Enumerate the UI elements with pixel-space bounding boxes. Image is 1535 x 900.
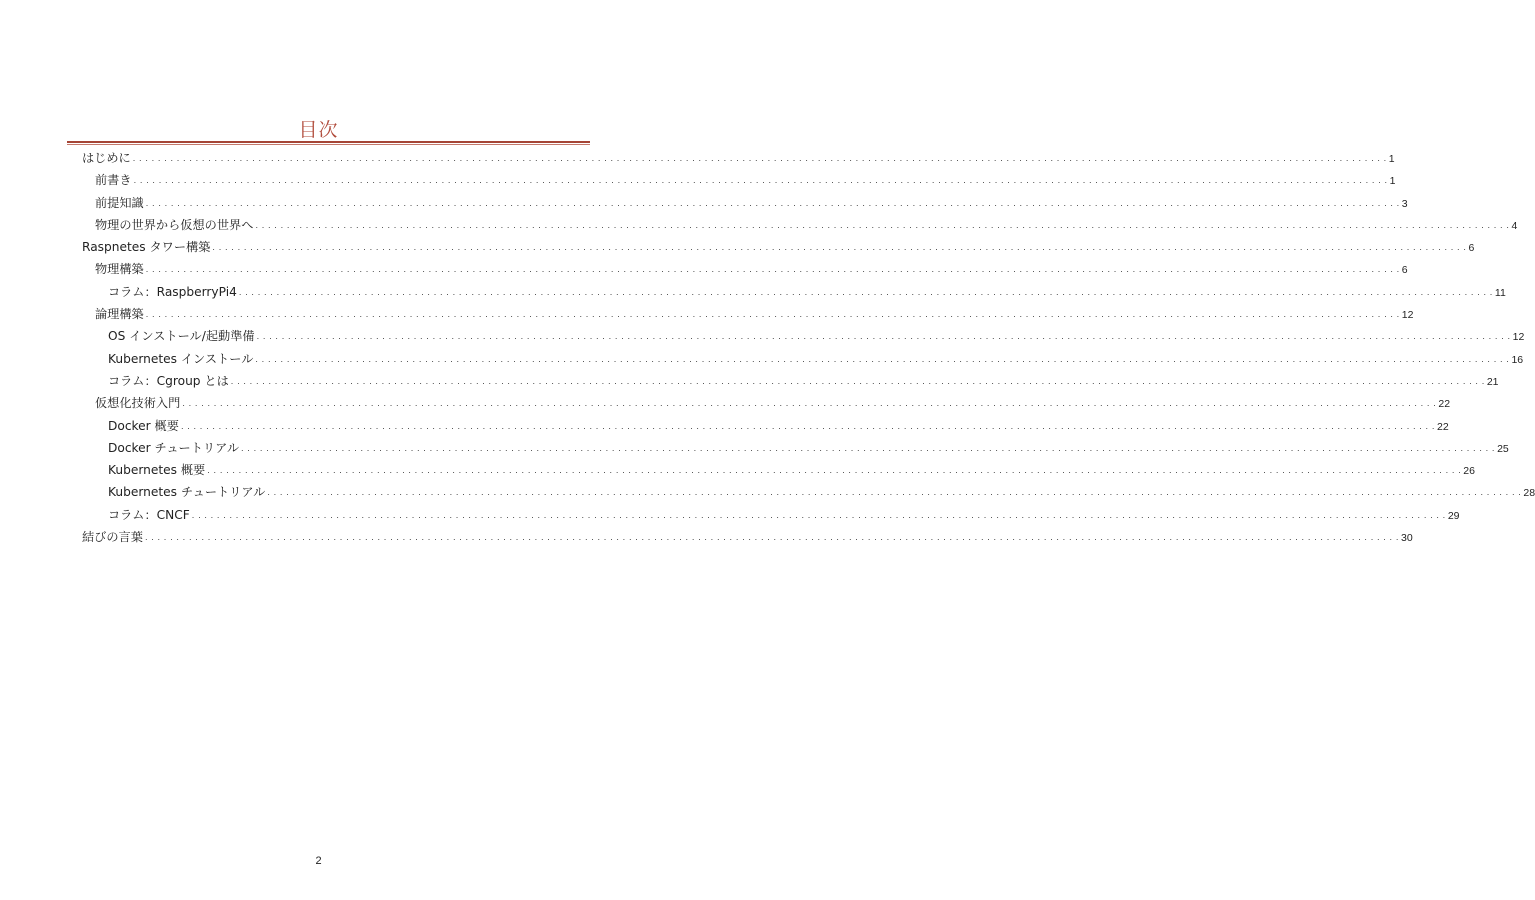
toc-entry-title: Docker チュートリアル	[108, 440, 240, 455]
toc-entry-page: 26	[1463, 465, 1475, 478]
toc-entry-title: 結びの言葉	[82, 530, 143, 545]
dot-leader: . . . . . . . . . . . . . . . . . . . . . . . . . . . . . . . . . . . . . . . . . . . . . . . . . . . . . . . . . . . . . . . . . . . . . . . . . . . . . . . . . . . . . . . . . . . . . . . . . . . . . . . . . . . . . . . . . . . . . . . . . . . . . . . . . . . . . . . . . . . . . . . . . . . . . . . . . . . . . . . . . . . . . . . . . . . . . . . . . . . . . . . . . . . . . . . . . . . . . . . .	[267, 488, 1522, 498]
toc-entry-page: 22	[1438, 398, 1451, 411]
toc-title: 目次	[298, 119, 339, 141]
toc-entry-title: Kubernetes チュートリアル	[108, 485, 266, 500]
toc-entry[interactable]	[82, 147, 1395, 169]
toc-entry-page: 16	[1511, 353, 1524, 366]
title-rule-top	[67, 141, 590, 143]
dot-leader: . . . . . . . . . . . . . . . . . . . . . . . . . . . . . . . . . . . . . . . . . . . . . . . . . . . . . . . . . . . . . . . . . . . . . . . . . . . . . . . . . . . . . . . . . . . . . . . . . . . . . . . . . . . . . . . . . . . . . . . . . . . . . . . . . . . . . . . . . . . . . . . . . . . . . . . . . . . . . . . . . . . . . . . . . . . . . . . . . . . . . . . . . . . . . . . . . . . . . . . .	[180, 421, 1435, 431]
toc-entry[interactable]	[95, 192, 1408, 214]
toc-entry-title: 論理構築	[95, 307, 144, 322]
toc-entry[interactable]	[108, 459, 1475, 481]
toc-entry-page: 11	[1494, 286, 1506, 299]
dot-leader: . . . . . . . . . . . . . . . . . . . . . . . . . . . . . . . . . . . . . . . . . . . . . . . . . . . . . . . . . . . . . . . . . . . . . . . . . . . . . . . . . . . . . . . . . . . . . . . . . . . . . . . . . . . . . . . . . . . . . . . . . . . . . . . . . . . . . . . . . . . . . . . . . . . . . . . . . . . . . . . . . . . . . . . . . . . . . . . . . . . . . . . . . . . . . . . . . . . . . . . .	[212, 243, 1467, 253]
toc-entry[interactable]	[82, 526, 1413, 548]
toc-entry-page: 28	[1523, 487, 1535, 500]
page-number: 2	[315, 855, 322, 867]
toc-entry[interactable]	[108, 481, 1535, 503]
toc-entry-page: 12	[1512, 331, 1525, 344]
toc-entry-page: 1	[1388, 153, 1395, 165]
title-rule-bottom	[67, 144, 590, 145]
dot-leader: . . . . . . . . . . . . . . . . . . . . . . . . . . . . . . . . . . . . . . . . . . . . . . . . . . . . . . . . . . . . . . . . . . . . . . . . . . . . . . . . . . . . . . . . . . . . . . . . . . . . . . . . . . . . . . . . . . . . . . . . . . . . . . . . . . . . . . . . . . . . . . . . . . . . . . . . . . . . . . . . . . . . . . . . . . . . . . . . . . . . . . . . . . . . . . . . . . . . . . . .	[145, 198, 1400, 208]
toc-entry-title: 仮想化技術入門	[95, 396, 181, 411]
toc-entry-page: 30	[1400, 532, 1413, 545]
dot-leader: . . . . . . . . . . . . . . . . . . . . . . . . . . . . . . . . . . . . . . . . . . . . . . . . . . . . . . . . . . . . . . . . . . . . . . . . . . . . . . . . . . . . . . . . . . . . . . . . . . . . . . . . . . . . . . . . . . . . . . . . . . . . . . . . . . . . . . . . . . . . . . . . . . . . . . . . . . . . . . . . . . . . . . . . . . . . . . . . . . . . . . . . . . . . . . . . . . . . . . . .	[191, 510, 1446, 520]
toc-entry-page: 6	[1468, 242, 1475, 255]
toc-entry[interactable]	[108, 325, 1525, 347]
toc-entry-title: Docker 概要	[108, 418, 179, 433]
toc-entry-title: コラム：RaspberryPi4	[108, 284, 237, 299]
toc-entry[interactable]	[95, 392, 1451, 414]
dot-leader: . . . . . . . . . . . . . . . . . . . . . . . . . . . . . . . . . . . . . . . . . . . . . . . . . . . . . . . . . . . . . . . . . . . . . . . . . . . . . . . . . . . . . . . . . . . . . . . . . . . . . . . . . . . . . . . . . . . . . . . . . . . . . . . . . . . . . . . . . . . . . . . . . . . . . . . . . . . . . . . . . . . . . . . . . . . . . . . . . . . . . . . . . . . . . . . . . . . . . . . .	[132, 154, 1387, 163]
dot-leader: . . . . . . . . . . . . . . . . . . . . . . . . . . . . . . . . . . . . . . . . . . . . . . . . . . . . . . . . . . . . . . . . . . . . . . . . . . . . . . . . . . . . . . . . . . . . . . . . . . . . . . . . . . . . . . . . . . . . . . . . . . . . . . . . . . . . . . . . . . . . . . . . . . . . . . . . . . . . . . . . . . . . . . . . . . . . . . . . . . . . . . . . . . . . . . . . . . . . . . . .	[207, 466, 1462, 476]
toc-entry[interactable]	[95, 303, 1414, 325]
toc-entry-page: 21	[1486, 375, 1499, 388]
toc-entry-title: コラム：CNCF	[108, 507, 190, 522]
dot-leader: . . . . . . . . . . . . . . . . . . . . . . . . . . . . . . . . . . . . . . . . . . . . . . . . . . . . . . . . . . . . . . . . . . . . . . . . . . . . . . . . . . . . . . . . . . . . . . . . . . . . . . . . . . . . . . . . . . . . . . . . . . . . . . . . . . . . . . . . . . . . . . . . . . . . . . . . . . . . . . . . . . . . . . . . . . . . . . . . . . . . . . . . . . . . . . . . . . . . . . . .	[241, 443, 1496, 453]
toc-entry-title: 前提知識	[95, 195, 144, 210]
toc-entry[interactable]	[108, 415, 1449, 437]
toc-entry[interactable]	[95, 214, 1518, 236]
toc-entry[interactable]	[95, 258, 1408, 280]
toc-entry-title: OS インストール/起動準備	[108, 329, 255, 344]
toc-entry-title: はじめに	[82, 151, 131, 165]
toc-entry[interactable]	[108, 348, 1524, 370]
toc-entry[interactable]	[108, 437, 1509, 459]
toc-entry-page: 1	[1389, 175, 1396, 188]
toc-entry-page: 3	[1401, 197, 1408, 210]
dot-leader: . . . . . . . . . . . . . . . . . . . . . . . . . . . . . . . . . . . . . . . . . . . . . . . . . . . . . . . . . . . . . . . . . . . . . . . . . . . . . . . . . . . . . . . . . . . . . . . . . . . . . . . . . . . . . . . . . . . . . . . . . . . . . . . . . . . . . . . . . . . . . . . . . . . . . . . . . . . . . . . . . . . . . . . . . . . . . . . . . . . . . . . . . . . . . . . . . . . . . . . .	[255, 354, 1510, 364]
dot-leader: . . . . . . . . . . . . . . . . . . . . . . . . . . . . . . . . . . . . . . . . . . . . . . . . . . . . . . . . . . . . . . . . . . . . . . . . . . . . . . . . . . . . . . . . . . . . . . . . . . . . . . . . . . . . . . . . . . . . . . . . . . . . . . . . . . . . . . . . . . . . . . . . . . . . . . . . . . . . . . . . . . . . . . . . . . . . . . . . . . . . . . . . . . . . . . . . . . . . . . . .	[238, 287, 1493, 297]
toc-list	[0, 147, 1535, 548]
toc-entry-page: 22	[1436, 420, 1449, 433]
toc-entry-page: 6	[1401, 264, 1408, 277]
toc-entry-title: 物理構築	[95, 262, 144, 277]
toc-entry-title: 前書き	[95, 173, 132, 188]
toc-entry-page: 29	[1447, 509, 1460, 522]
toc-entry[interactable]	[108, 370, 1499, 392]
toc-entry[interactable]	[108, 281, 1506, 303]
toc-entry[interactable]	[108, 504, 1460, 526]
toc-entry[interactable]	[82, 236, 1475, 258]
toc-entry-page: 12	[1401, 309, 1414, 322]
dot-leader: . . . . . . . . . . . . . . . . . . . . . . . . . . . . . . . . . . . . . . . . . . . . . . . . . . . . . . . . . . . . . . . . . . . . . . . . . . . . . . . . . . . . . . . . . . . . . . . . . . . . . . . . . . . . . . . . . . . . . . . . . . . . . . . . . . . . . . . . . . . . . . . . . . . . . . . . . . . . . . . . . . . . . . . . . . . . . . . . . . . . . . . . . . . . . . . . . . . . . . . .	[145, 310, 1400, 320]
toc-entry-title: Raspnetes タワー構築	[82, 240, 211, 255]
dot-leader: . . . . . . . . . . . . . . . . . . . . . . . . . . . . . . . . . . . . . . . . . . . . . . . . . . . . . . . . . . . . . . . . . . . . . . . . . . . . . . . . . . . . . . . . . . . . . . . . . . . . . . . . . . . . . . . . . . . . . . . . . . . . . . . . . . . . . . . . . . . . . . . . . . . . . . . . . . . . . . . . . . . . . . . . . . . . . . . . . . . . . . . . . . . . . . . . . . . . . . . .	[230, 376, 1485, 386]
toc-entry[interactable]	[95, 169, 1396, 191]
dot-leader: . . . . . . . . . . . . . . . . . . . . . . . . . . . . . . . . . . . . . . . . . . . . . . . . . . . . . . . . . . . . . . . . . . . . . . . . . . . . . . . . . . . . . . . . . . . . . . . . . . . . . . . . . . . . . . . . . . . . . . . . . . . . . . . . . . . . . . . . . . . . . . . . . . . . . . . . . . . . . . . . . . . . . . . . . . . . . . . . . . . . . . . . . . . . . . . . . . . . . . . .	[133, 176, 1388, 186]
toc-entry-title: 物理の世界から仮想の世界へ	[95, 217, 254, 232]
dot-leader: . . . . . . . . . . . . . . . . . . . . . . . . . . . . . . . . . . . . . . . . . . . . . . . . . . . . . . . . . . . . . . . . . . . . . . . . . . . . . . . . . . . . . . . . . . . . . . . . . . . . . . . . . . . . . . . . . . . . . . . . . . . . . . . . . . . . . . . . . . . . . . . . . . . . . . . . . . . . . . . . . . . . . . . . . . . . . . . . . . . . . . . . . . . . . . . . . . . . . . . .	[256, 332, 1511, 342]
dot-leader: . . . . . . . . . . . . . . . . . . . . . . . . . . . . . . . . . . . . . . . . . . . . . . . . . . . . . . . . . . . . . . . . . . . . . . . . . . . . . . . . . . . . . . . . . . . . . . . . . . . . . . . . . . . . . . . . . . . . . . . . . . . . . . . . . . . . . . . . . . . . . . . . . . . . . . . . . . . . . . . . . . . . . . . . . . . . . . . . . . . . . . . . . . . . . . . . . . . . . . . .	[144, 533, 1399, 543]
toc-entry-page: 4	[1511, 219, 1518, 232]
toc-entry-page: 25	[1497, 442, 1509, 455]
toc-entry-title: Kubernetes インストール	[108, 351, 254, 366]
dot-leader: . . . . . . . . . . . . . . . . . . . . . . . . . . . . . . . . . . . . . . . . . . . . . . . . . . . . . . . . . . . . . . . . . . . . . . . . . . . . . . . . . . . . . . . . . . . . . . . . . . . . . . . . . . . . . . . . . . . . . . . . . . . . . . . . . . . . . . . . . . . . . . . . . . . . . . . . . . . . . . . . . . . . . . . . . . . . . . . . . . . . . . . . . . . . . . . . . . . . . . . .	[145, 265, 1400, 275]
toc-entry-title: コラム：Cgroup とは	[108, 373, 229, 388]
dot-leader: . . . . . . . . . . . . . . . . . . . . . . . . . . . . . . . . . . . . . . . . . . . . . . . . . . . . . . . . . . . . . . . . . . . . . . . . . . . . . . . . . . . . . . . . . . . . . . . . . . . . . . . . . . . . . . . . . . . . . . . . . . . . . . . . . . . . . . . . . . . . . . . . . . . . . . . . . . . . . . . . . . . . . . . . . . . . . . . . . . . . . . . . . . . . . . . . . . . . . . . .	[182, 399, 1437, 409]
toc-entry-title: Kubernetes 概要	[108, 463, 206, 478]
dot-leader: . . . . . . . . . . . . . . . . . . . . . . . . . . . . . . . . . . . . . . . . . . . . . . . . . . . . . . . . . . . . . . . . . . . . . . . . . . . . . . . . . . . . . . . . . . . . . . . . . . . . . . . . . . . . . . . . . . . . . . . . . . . . . . . . . . . . . . . . . . . . . . . . . . . . . . . . . . . . . . . . . . . . . . . . . . . . . . . . . . . . . . . . . . . . . . . . . . . . . . . .	[255, 220, 1510, 230]
